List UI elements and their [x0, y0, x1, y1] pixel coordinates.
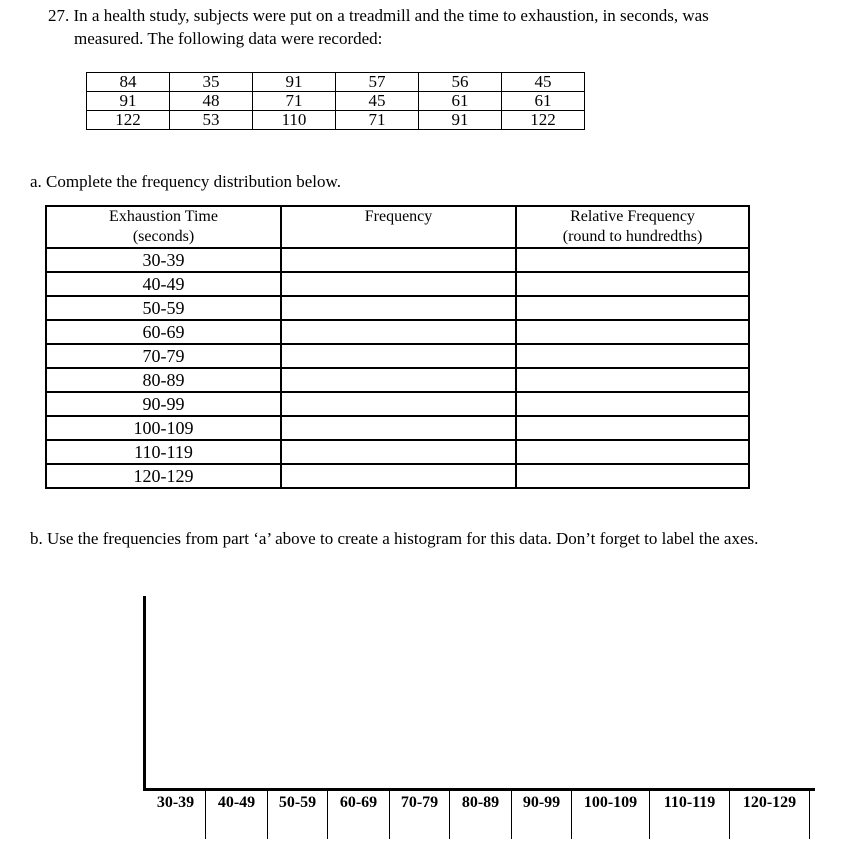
header-exhaustion-time-line1: Exhaustion Time [109, 208, 218, 225]
class-interval: 90-99 [46, 392, 281, 416]
data-row [87, 73, 585, 92]
relative-frequency-cell[interactable] [516, 368, 749, 392]
data-row [87, 92, 585, 111]
relative-frequency-cell[interactable] [516, 296, 749, 320]
histogram-bin-label: 100-109 [572, 791, 650, 839]
problem-statement-line-2: measured. The following data were recorded: [74, 29, 383, 48]
class-interval: 30-39 [46, 248, 281, 272]
header-relative-frequency [516, 206, 749, 248]
data-cell: 45 [336, 92, 419, 111]
histogram-bin-labels [146, 791, 810, 839]
data-cell: 84 [87, 73, 170, 92]
part-b-instruction: b. Use the frequencies from part ‘a’ above to create a histogram for this data. Don’t forget to label the axes. [30, 529, 759, 548]
table-row [46, 464, 749, 488]
data-cell: 71 [253, 92, 336, 111]
relative-frequency-cell[interactable] [516, 344, 749, 368]
data-cell: 91 [253, 73, 336, 92]
class-interval: 40-49 [46, 272, 281, 296]
table-row [46, 272, 749, 296]
part-a-instruction: a. Complete the frequency distribution below. [30, 172, 341, 191]
table-row [46, 440, 749, 464]
class-interval: 70-79 [46, 344, 281, 368]
data-cell: 91 [419, 111, 502, 130]
frequency-cell[interactable] [281, 320, 516, 344]
class-interval: 50-59 [46, 296, 281, 320]
data-row [87, 111, 585, 130]
data-cell: 122 [87, 111, 170, 130]
frequency-cell[interactable] [281, 392, 516, 416]
table-row [46, 296, 749, 320]
histogram-bin-label: 90-99 [512, 791, 572, 839]
histogram-bin-label: 60-69 [328, 791, 390, 839]
histogram-bin-label: 80-89 [450, 791, 512, 839]
data-cell: 45 [502, 73, 585, 92]
table-row [46, 416, 749, 440]
histogram-bin-label: 40-49 [206, 791, 268, 839]
relative-frequency-cell[interactable] [516, 320, 749, 344]
frequency-cell[interactable] [281, 272, 516, 296]
relative-frequency-cell[interactable] [516, 464, 749, 488]
histogram-bin-label: 70-79 [390, 791, 450, 839]
data-table [86, 72, 585, 130]
histogram-y-axis [143, 596, 146, 791]
histogram-bin-label: 110-119 [650, 791, 730, 839]
header-exhaustion-time-line2: (seconds) [132, 228, 195, 245]
class-interval: 120-129 [46, 464, 281, 488]
table-row [46, 248, 749, 272]
header-exhaustion-time [46, 206, 281, 248]
relative-frequency-cell[interactable] [516, 440, 749, 464]
data-cell: 91 [87, 92, 170, 111]
frequency-cell[interactable] [281, 416, 516, 440]
data-cell: 35 [170, 73, 253, 92]
histogram-bin-label: 50-59 [268, 791, 328, 839]
problem-statement-line-1: 27. In a health study, subjects were put on a treadmill and the time to exhaustion, in seconds, was [48, 6, 709, 25]
table-header-row [46, 206, 749, 248]
data-cell: 56 [419, 73, 502, 92]
data-cell: 122 [502, 111, 585, 130]
header-frequency: Frequency [281, 206, 516, 248]
frequency-cell[interactable] [281, 440, 516, 464]
data-cell: 61 [502, 92, 585, 111]
header-relative-frequency-line2: (round to hundredths) [562, 228, 703, 245]
data-cell: 53 [170, 111, 253, 130]
class-interval: 80-89 [46, 368, 281, 392]
class-interval: 60-69 [46, 320, 281, 344]
relative-frequency-cell[interactable] [516, 416, 749, 440]
table-row [46, 368, 749, 392]
data-cell: 71 [336, 111, 419, 130]
class-interval: 100-109 [46, 416, 281, 440]
frequency-distribution-table [45, 205, 750, 489]
histogram-bin-label: 120-129 [730, 791, 810, 839]
frequency-cell[interactable] [281, 296, 516, 320]
frequency-cell[interactable] [281, 464, 516, 488]
relative-frequency-cell[interactable] [516, 248, 749, 272]
header-relative-frequency-line1: Relative Frequency [570, 208, 695, 225]
data-cell: 61 [419, 92, 502, 111]
data-cell: 57 [336, 73, 419, 92]
histogram-bin-label: 30-39 [146, 791, 206, 839]
table-row [46, 320, 749, 344]
frequency-cell[interactable] [281, 344, 516, 368]
frequency-cell[interactable] [281, 368, 516, 392]
frequency-cell[interactable] [281, 248, 516, 272]
data-cell: 48 [170, 92, 253, 111]
table-row [46, 344, 749, 368]
relative-frequency-cell[interactable] [516, 392, 749, 416]
data-cell: 110 [253, 111, 336, 130]
class-interval: 110-119 [46, 440, 281, 464]
relative-frequency-cell[interactable] [516, 272, 749, 296]
table-row [46, 392, 749, 416]
